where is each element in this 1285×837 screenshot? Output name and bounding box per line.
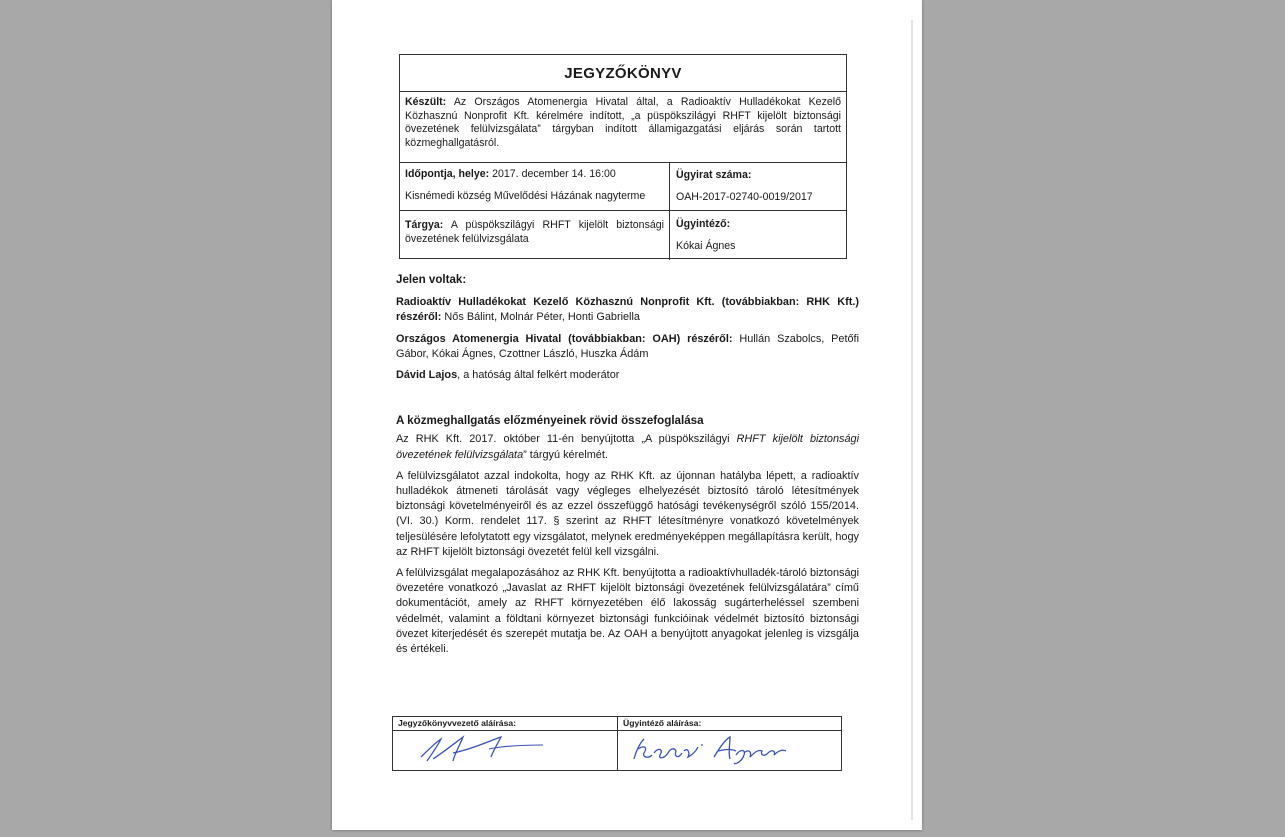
present-group-names: , a hatóság által felkért moderátor: [457, 369, 620, 382]
case-officer-value: Kókai Ágnes: [676, 240, 736, 252]
subject-label: Tárgya:: [405, 219, 444, 231]
present-group-moderator: [396, 368, 859, 383]
time-place-value: 2017. december 14. 16:00: [489, 168, 616, 180]
time-place-label: Időpontja, helye:: [405, 168, 490, 180]
document-body: [396, 272, 859, 663]
time-place-cell: [400, 163, 670, 210]
file-number-label: Ügyirat száma:: [676, 169, 752, 181]
document-title: JEGYZŐKÖNYV: [400, 55, 846, 92]
summary-paragraph-1: [396, 432, 859, 462]
header-row-subject: [400, 211, 846, 260]
present-group-label: Dávid Lajos: [396, 369, 458, 382]
subject-value: A püspökszilágyi RHFT kijelölt biztonsági övezetének felülvizsgálata: [405, 219, 664, 245]
summary-paragraph-3: A felülvizsgálat megalapozásához az RHK Kft. benyújtotta a radioaktívhulladék-tároló biztonsági övezetére vonatkozó „Javaslat az RHFT kijelölt biztonsági övezetének felülvizsgálatára” című dokumentációt, amely az RHFT környezetében élő lakosság sugárterheléssel szembeni védelmét, valamint a földtani környezet biztonsági funkcióinak védelmét biztosító biztonsági övezet kiterjedését és szerepét mutatja be. Az OAH a benyújtott anyagokat jelenleg is vizsgálja és értékeli.: [396, 567, 859, 656]
present-group-label: Országos Atomenergia Hivatal (továbbiakban: OAH) részéről:: [396, 332, 733, 345]
page-edge-shadow: [911, 20, 913, 820]
made-text: Az Országos Atomenergia Hivatal által, a Radioaktív Hulladékokat Kezelő Közhasznú Nonprofit Kft. kérelmére indított, „a püspökszilágyi RHFT kijelölt biztonsági övezetének felülvizsgálata” tárgyban indított államigazgatási eljárás során tartott közmeghallgatásról.: [405, 96, 841, 149]
summary-p1-end: ” tárgyú kérelmét.: [523, 448, 608, 461]
case-officer-cell: [670, 211, 846, 260]
made-label: Készült:: [405, 96, 447, 108]
present-list: [396, 295, 859, 383]
present-heading: Jelen voltak:: [396, 273, 467, 286]
summary-p1-start: Az RHK Kft. 2017. október 11-én benyújtotta „A püspökszilágyi: [396, 433, 737, 446]
header-table: [399, 54, 847, 259]
recorder-signature-image: [393, 731, 617, 771]
file-number-cell: [670, 163, 846, 210]
officer-signature-cell: [618, 717, 841, 770]
present-group-names: Nős Bálint, Molnár Péter, Honti Gabriella: [441, 311, 640, 324]
officer-signature-label: Ügyintéző aláírása:: [618, 717, 841, 731]
officer-signature-image: [618, 731, 842, 771]
location-value: Kisnémedi község Művelődési Házának nagyterme: [405, 190, 646, 202]
present-group-names: Hullán Szabolcs, Petőfi Gábor, Kókai Ágnes, Czottner László, Huszka Ádám: [396, 332, 859, 360]
recorder-signature: [393, 731, 617, 770]
case-officer-label: Ügyintéző:: [676, 218, 731, 230]
summary-p1-italic: RHFT kijelölt biztonsági övezetének felülvizsgálata: [396, 433, 859, 461]
recorder-signature-label: Jegyzőkönyvvezető aláírása:: [393, 717, 617, 731]
made-section: [400, 92, 846, 163]
present-group-label: Radioaktív Hulladékokat Kezelő Közhasznú Nonprofit Kft. (továbbiakban: RHK Kft.) részéről:: [396, 296, 859, 324]
present-group-oah: [396, 332, 859, 362]
subject-cell: [400, 211, 670, 260]
file-number-value: OAH-2017-02740-0019/2017: [676, 191, 813, 203]
summary-paragraph-2: A felülvizsgálatot azzal indokolta, hogy az RHK Kft. az újonnan hatályba lépett, a radioaktív hulladékok átmeneti tárolását vagy végleges elhelyezését biztosító tároló létesítmények biztonsági követelményeiről és az ezzel összefüggő hatósági tevékenységről szóló 155/2014. (VI. 30.) Korm. rendelet 117. § szerint az RHFT létesítményre vonatkozó követelmények teljesülésére lefolytatott egy vizsgálatot, melynek eredményeképpen megállapításra került, hogy az RHFT kijelölt biztonsági övezetét felül kell vizsgálni.: [396, 469, 859, 558]
signature-table: [392, 716, 842, 771]
document-page: [332, 0, 922, 830]
summary-heading: A közmeghallgatás előzményeinek rövid összefoglalása: [396, 414, 704, 428]
officer-signature: [618, 731, 841, 770]
recorder-signature-cell: [393, 717, 618, 770]
present-group-rhk: [396, 295, 859, 325]
header-row-time: [400, 163, 846, 211]
